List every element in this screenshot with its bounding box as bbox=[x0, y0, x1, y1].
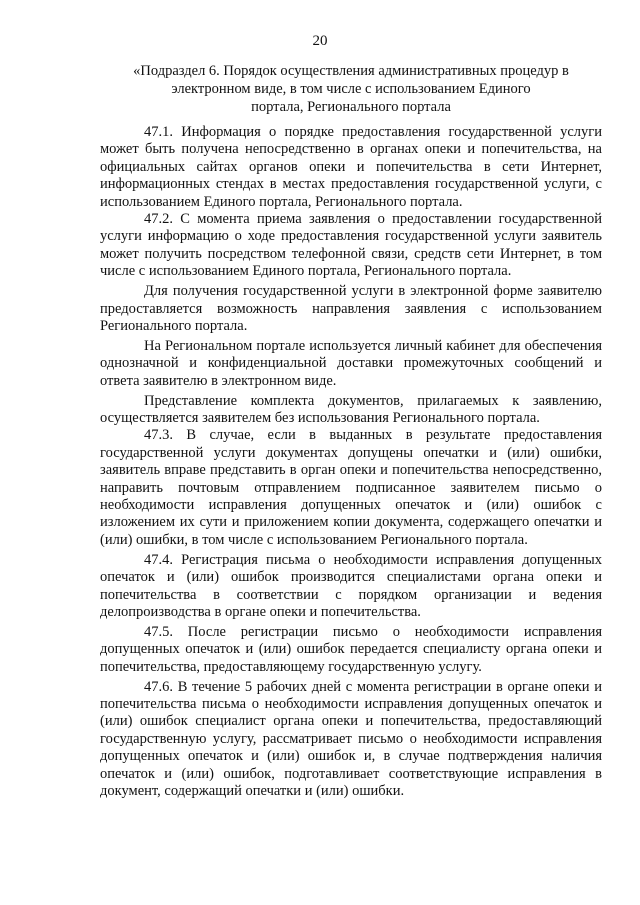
paragraph-47-6: 47.6. В течение 5 рабочих дней с момента регистрации в органе опеки и попечительства письма о необходимости исправления допущенных опечаток и (или) ошибок специалист органа опеки и попечительства, предоставляющий государственную услугу, рассматривает письмо о необходимости исправления допущенных опечаток и (или) ошибок и, в случае подтверждения наличия опечаток и (или) ошибок, подготавливает соответствующие исправления в документ, содержащий опечатки и (или) ошибки. bbox=[100, 678, 602, 800]
heading-line: электронном виде, в том числе с использованием Единого bbox=[171, 81, 531, 97]
section-heading bbox=[108, 62, 594, 116]
body-text bbox=[100, 124, 602, 800]
page-number: 20 bbox=[312, 33, 328, 49]
paragraph-documents-submission: Представление комплекта документов, прилагаемых к заявлению, осуществляется заявителем без использования Регионального портала. bbox=[100, 392, 602, 426]
paragraph-47-4: 47.4. Регистрация письма о необходимости исправления допущенных опечаток и (или) ошибок производится специалистами органа опеки и попечительства в соответствии с порядком организации и ведения делопроизводства в органе опеки и попечительства. bbox=[100, 551, 602, 620]
paragraph-personal-cabinet: На Региональном портале используется личный кабинет для обеспечения однозначной и конфиденциальной доставки промежуточных сообщений и ответа заявителю в электронном виде. bbox=[100, 337, 602, 389]
paragraph-47-3: 47.3. В случае, если в выданных в результате предоставления государственной услуги документах допущены опечатки и (или) ошибки, заявитель вправе представить в орган опеки и попечительства непосредственно, направить почтовым отправлением подписанное заявителем письмо о необходимости исправления допущенных опечаток и (или) ошибок с изложением их сути и приложением копии документа, содержащего опечатки и (или) ошибки, в том числе с использованием Регионального портала. bbox=[100, 427, 602, 548]
paragraph-47-5: 47.5. После регистрации письмо о необходимости исправления допущенных опечаток и (или) ошибок передается специалисту органа опеки и попечительства, предоставляющему государственную услугу. bbox=[100, 623, 602, 675]
paragraph-electronic-form: Для получения государственной услуги в электронной форме заявителю предоставляется возможность направления заявления с использованием Регионального портала. bbox=[100, 283, 602, 334]
paragraph-47-2: 47.2. С момента приема заявления о предоставлении государственной услуги информацию о ходе предоставления государственной услуги заявитель может получить посредством телефонной связи, средств сети Интернет, в том числе с использованием Единого портала, Регионального портала. bbox=[100, 211, 602, 280]
heading-line: «Подраздел 6. Порядок осуществления административных процедур в bbox=[133, 63, 569, 79]
paragraph-47-1: 47.1. Информация о порядке предоставления государственной услуги может быть получена непосредственно в органах опеки и попечительства, на официальных сайтах органов опеки и попечительства в сети Интернет, информационных стендах в местах предоставления государственной услуги, с использованием Единого портала, Регионального портала. bbox=[100, 124, 602, 210]
heading-line: портала, Регионального портала bbox=[251, 99, 451, 115]
